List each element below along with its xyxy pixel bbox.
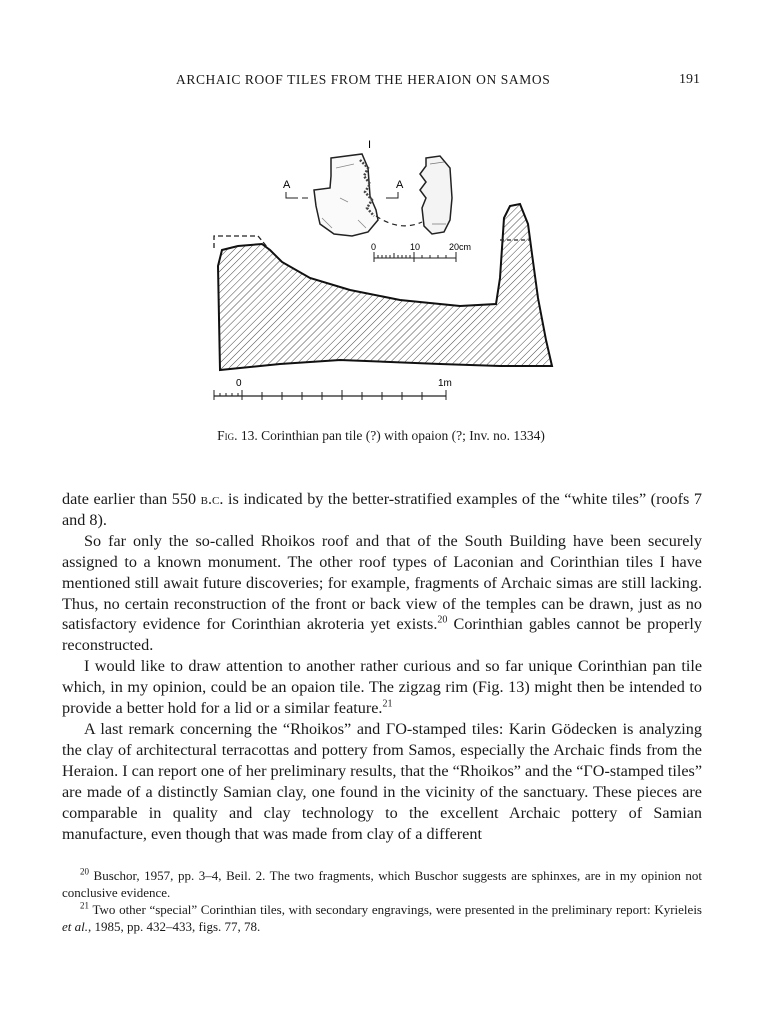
- body-text: [62, 489, 702, 844]
- svg-text:10: 10: [410, 242, 421, 252]
- section-label-right: A: [396, 179, 404, 191]
- paragraph-1: date earlier than 550 b.c. is indicated by the better-stratified examples of the “white tiles” (roofs 7 and 8).: [62, 490, 702, 529]
- tile-profile-section: [218, 204, 552, 370]
- dashed-reconstruction-arc: [376, 216, 422, 226]
- svg-text:1m: 1m: [438, 378, 452, 389]
- running-header: [0, 72, 762, 92]
- footnote-20: $^{20}$ Buschor, 1957, pp. 3–4, Beil. 2. The two fragments, which Buschor suggests are sphinxes, are in my opinion not conclusive evidence.: [62, 866, 702, 900]
- paragraph-2: So far only the so-called Rhoikos roof and that of the South Building have been securely assigned to a known monument. The other roof types of Laconian and Corinthian tiles I have mentioned still await future discoveries; for example, fragments of Archaic simas are still lacking. Thus, no certain reconstruction of the front or back view of the temples can be drawn, just as no satisfactory evidence for Corinthian akroteria yet exists.$^{20}$ Corinthian gables cannot be properly reconstructed.: [62, 531, 702, 655]
- section-mark: I: [368, 139, 372, 151]
- tile-drawing: [200, 128, 580, 413]
- small-scale-bar: [371, 242, 471, 262]
- caption-label: Fig. 13.: [217, 428, 258, 443]
- running-title: ARCHAIC ROOF TILES FROM THE HERAION ON SAMOS: [176, 72, 551, 87]
- bc-abbreviation: b.c.: [200, 490, 224, 508]
- section-label-left: A: [283, 179, 291, 191]
- footnotes: [62, 867, 702, 935]
- rim-fragment-right: [420, 156, 452, 234]
- svg-text:0: 0: [236, 378, 242, 389]
- paragraph-4: A last remark concerning the “Rhoikos” and ΓO-stamped tiles: Karin Gödecken is analyzing the clay of architectural terracottas and pottery from Samos, especially the Archaic finds from the Heraion. I can report one of her preliminary results, that the “Rhoikos” and the “ΓO-stamped tiles” are made of a distinctly Samian clay, one found in the vicinity of the sanctuary. These pieces are comparable in quality and clay technology to the excellent Archaic pottery of Samian manufacture, even though that was made from clay of a different: [62, 719, 703, 843]
- footnote-ref-21[interactable]: 21: [382, 698, 393, 710]
- rim-fragment-left: [314, 154, 378, 236]
- figure-caption: [0, 428, 762, 444]
- footnote-ref-20[interactable]: 20: [437, 615, 448, 627]
- caption-text: Corinthian pan tile (?) with opaion (?; Inv. no. 1334): [257, 428, 545, 443]
- paragraph-3: I would like to draw attention to another rather curious and so far unique Corinthian pan tile which, in my opinion, could be an opaion tile. The zigzag rim (Fig. 13) might then be intended to provide a better hold for a lid or a similar feature.$^{21}$: [62, 657, 702, 718]
- footnote-21: $^{21}$ Two other “special” Corinthian tiles, with secondary engravings, were presented in the preliminary report: Kyrieleis et al., 1985, pp. 432–433, figs. 77, 78.: [62, 900, 702, 934]
- page-number: 191: [679, 72, 700, 87]
- large-scale-bar: [214, 378, 452, 400]
- svg-text:20cm: 20cm: [449, 242, 472, 252]
- svg-text:0: 0: [371, 242, 377, 252]
- figure-13: [200, 128, 580, 413]
